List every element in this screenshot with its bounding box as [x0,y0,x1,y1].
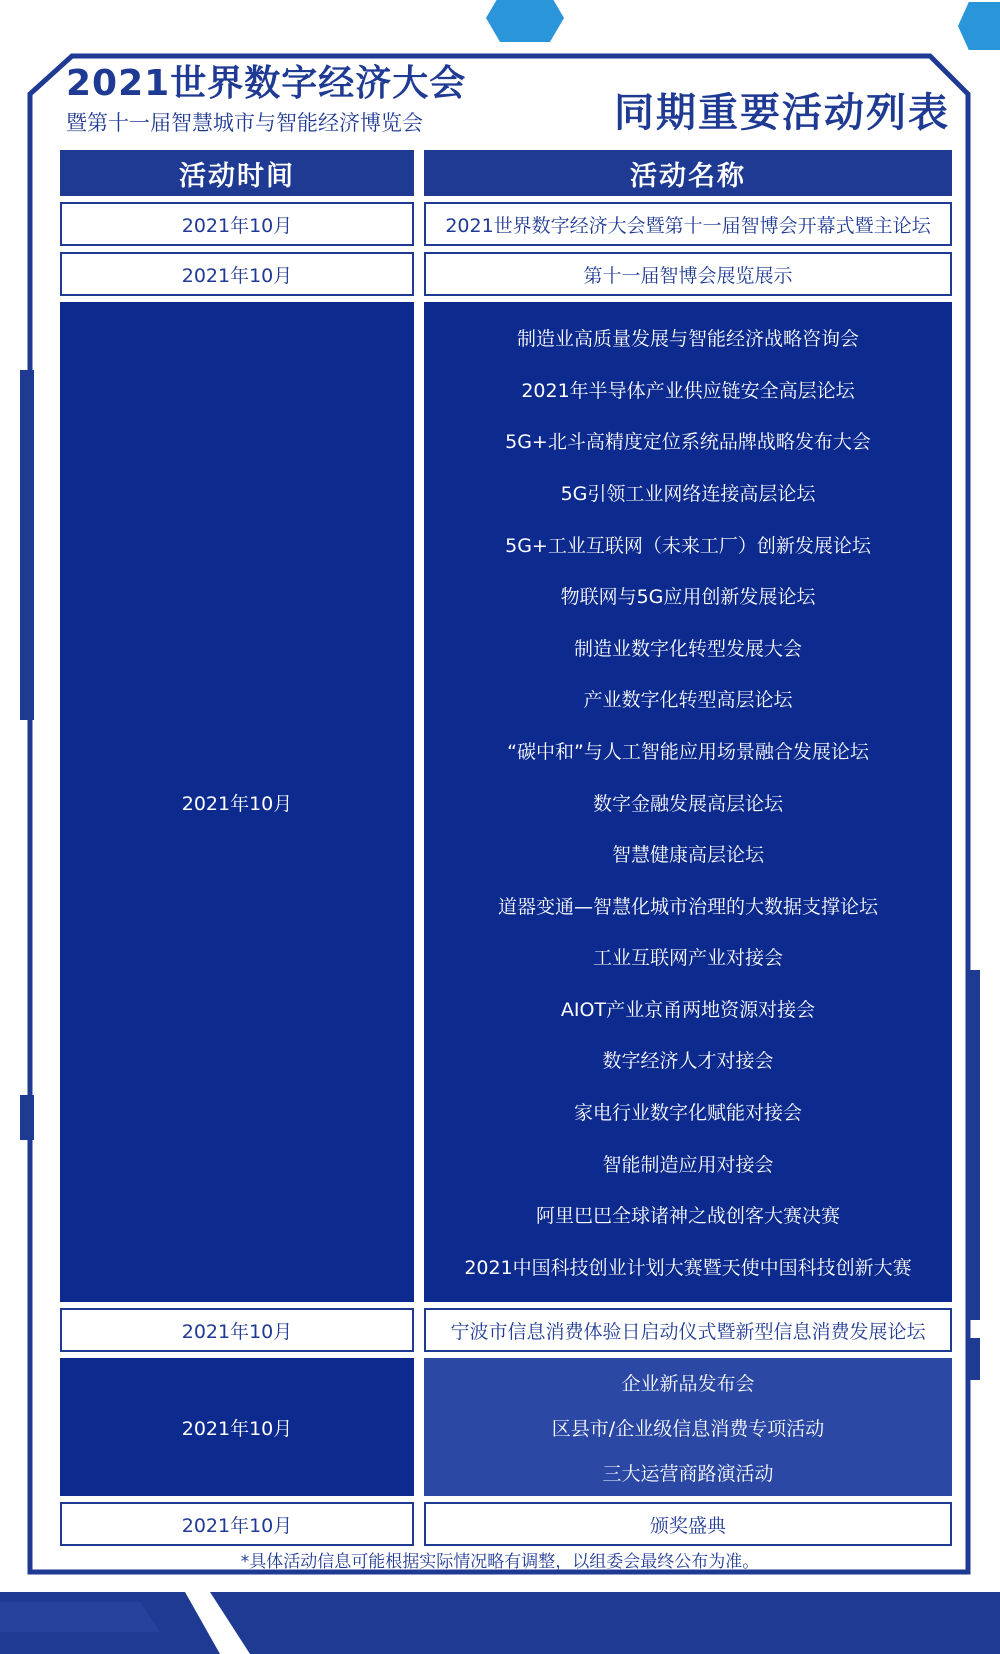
column-header-time: 活动时间 [60,150,414,196]
table-row [60,302,952,1302]
event-item: 产业数字化转型高层论坛 [583,689,793,712]
event-item: 区县市/企业级信息消费专项活动 [551,1417,825,1440]
event-item: 数字金融发展高层论坛 [592,792,783,815]
row-time: 2021年10月 [60,1308,414,1352]
event-item: 5G+工业互联网（未来工厂）创新发展论坛 [505,534,871,557]
activity-table [60,150,952,1552]
main-title: 2021世界数字经济大会 [66,63,467,104]
event-item: 制造业高质量发展与智能经济战略咨询会 [516,328,859,351]
event-item: 三大运营商路演活动 [602,1462,774,1485]
event-item: 制造业数字化转型发展大会 [573,637,802,660]
event-item: 数字经济人才对接会 [602,1050,774,1073]
table-row [60,1308,952,1352]
event-item: 家电行业数字化赋能对接会 [573,1102,802,1125]
row-event: 宁波市信息消费体验日启动仪式暨新型信息消费发展论坛 [424,1308,952,1352]
row-event: 第十一届智博会展览展示 [424,252,952,296]
event-item: 5G引领工业网络连接高层论坛 [560,482,816,505]
event-item: 阿里巴巴全球诸神之战创客大赛决赛 [535,1205,840,1228]
event-item: 物联网与5G应用创新发展论坛 [560,586,816,609]
column-header-name: 活动名称 [424,150,952,196]
row-time: 2021年10月 [60,1502,414,1546]
event-item: 智慧健康高层论坛 [611,844,764,867]
list-title: 同期重要活动列表 [614,90,950,136]
bottom-band [0,1592,1000,1654]
table-row [60,252,952,296]
event-item: 道器变通—智慧化城市治理的大数据支撑论坛 [497,895,878,918]
event-item: 智能制造应用对接会 [602,1153,774,1176]
footnote: *具体活动信息可能根据实际情况略有调整，以组委会最终公布为准。 [240,1552,760,1572]
event-item: AIOT产业京甬两地资源对接会 [560,998,816,1021]
table-row [60,202,952,246]
event-item: 企业新品发布会 [621,1372,755,1395]
event-item: 5G+北斗高精度定位系统品牌战略发布大会 [505,431,871,454]
row-time: 2021年10月 [60,202,414,246]
row-event: 颁奖盛典 [424,1502,952,1546]
row-time: 2021年10月 [60,302,414,1302]
event-item: 2021年半导体产业供应链安全高层论坛 [521,379,855,402]
sub-title: 暨第十一届智慧城市与智能经济博览会 [66,111,423,135]
row-time: 2021年10月 [60,1358,414,1496]
event-item: “碳中和”与人工智能应用场景融合发展论坛 [507,740,869,763]
row-event: 2021世界数字经济大会暨第十一届智博会开幕式暨主论坛 [424,202,952,246]
row-events-list [424,302,952,1302]
table-header-row [60,150,952,196]
event-item: 2021中国科技创业计划大赛暨天使中国科技创新大赛 [464,1256,912,1279]
event-item: 工业互联网产业对接会 [592,947,783,970]
table-row [60,1358,952,1496]
table-row [60,1502,952,1546]
row-events-list [424,1358,952,1496]
row-time: 2021年10月 [60,252,414,296]
